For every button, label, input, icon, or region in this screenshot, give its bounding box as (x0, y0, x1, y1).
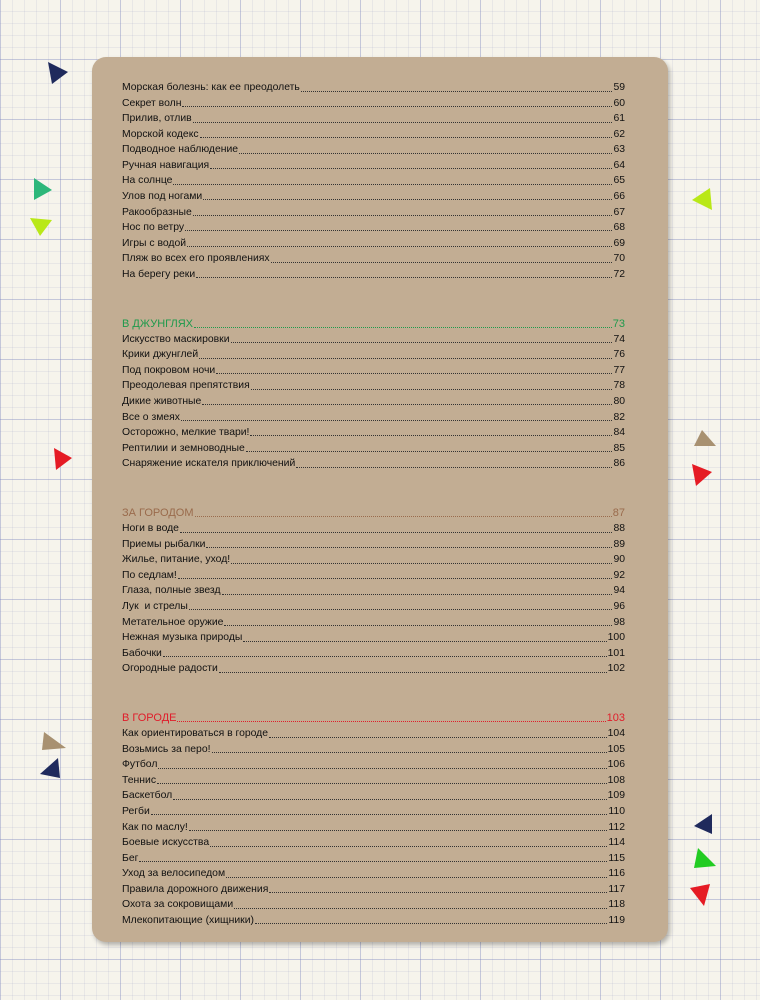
entry-title: На солнце (122, 175, 173, 187)
dot-leader (296, 467, 612, 468)
toc-section-jungle (122, 314, 625, 469)
dot-leader (212, 752, 607, 753)
entry-page: 64 (613, 159, 625, 171)
entry-title: Млекопитающие (хищники) (122, 914, 254, 926)
toc-entry[interactable] (122, 345, 625, 361)
toc-entry[interactable] (122, 597, 625, 613)
entry-title: Регби (122, 806, 150, 818)
dot-leader (226, 877, 607, 878)
dot-leader (173, 184, 612, 185)
entry-title: Теннис (122, 774, 157, 786)
entry-page: 76 (613, 349, 625, 361)
heading-page: 103 (606, 712, 625, 725)
entry-title: Нос по ветру (122, 222, 185, 234)
entry-page: 84 (613, 427, 625, 439)
toc-entry[interactable] (122, 171, 625, 187)
entry-title: Прилив, отлив (122, 113, 192, 125)
toc-entry[interactable] (122, 249, 625, 265)
entry-title: Как ориентироваться в городе (122, 728, 269, 740)
dot-leader (178, 578, 613, 579)
toc-entry[interactable] (122, 187, 625, 203)
entry-page: 117 (608, 883, 625, 895)
dot-leader (199, 358, 612, 359)
toc-entry[interactable] (122, 911, 625, 927)
entry-title: Баскетбол (122, 790, 173, 802)
dot-leader (189, 609, 613, 610)
entry-page: 106 (607, 759, 625, 771)
dot-leader (185, 230, 612, 231)
dot-leader (157, 783, 607, 784)
entry-title: Огородные радости (122, 663, 218, 675)
dot-leader (224, 625, 612, 626)
dot-leader (200, 137, 613, 138)
dot-leader (193, 122, 613, 123)
dot-leader (216, 373, 612, 374)
entry-title: Футбол (122, 759, 158, 771)
dot-leader (189, 830, 608, 831)
lime-triangle-decoration (690, 186, 716, 212)
dot-leader (193, 215, 613, 216)
section-heading-city[interactable] (122, 709, 625, 725)
toc-entry[interactable] (122, 724, 625, 740)
toc-entry[interactable] (122, 833, 625, 849)
navy-triangle-decoration (692, 812, 716, 836)
entry-title: Жилье, питание, уход! (122, 554, 231, 566)
entry-title: Дикие животные (122, 395, 202, 407)
toc-entry[interactable] (122, 78, 625, 94)
entry-page: 74 (613, 333, 625, 345)
entry-title: Подводное наблюдение (122, 144, 239, 156)
entry-title: Пляж во всех его проявлениях (122, 253, 270, 265)
entry-page: 65 (613, 175, 625, 187)
entry-page: 62 (613, 128, 625, 140)
entry-title: Бабочки (122, 647, 162, 659)
entry-title: Нежная музыка природы (122, 632, 243, 644)
entry-page: 77 (613, 364, 625, 376)
entry-page: 100 (607, 632, 625, 644)
entry-page: 108 (607, 774, 625, 786)
entry-title: Бег (122, 852, 139, 864)
entry-title: Правила дорожного движения (122, 883, 269, 895)
entry-page: 72 (613, 268, 625, 280)
entry-page: 60 (613, 97, 625, 109)
entry-page: 92 (613, 569, 625, 581)
table-of-contents (122, 78, 625, 926)
entry-page: 112 (608, 821, 625, 833)
dot-leader (158, 768, 606, 769)
dot-leader (181, 420, 612, 421)
entry-title: Как по маслу! (122, 821, 188, 833)
entry-page: 109 (607, 790, 625, 802)
entry-title: Преодолевая препятствия (122, 380, 250, 392)
heading-title: ЗА ГОРОДОМ (122, 507, 194, 520)
entry-title: Охота за сокровищами (122, 899, 234, 911)
entry-title: Ручная навигация (122, 159, 210, 171)
entry-title: Глаза, полные звезд (122, 585, 221, 597)
entry-title: Ракообразные (122, 206, 192, 218)
tan-triangle-decoration (692, 428, 718, 450)
toc-entry[interactable] (122, 659, 625, 675)
entry-title: Под покровом ночи (122, 364, 216, 376)
toc-entry[interactable] (122, 392, 625, 408)
entry-page: 78 (613, 380, 625, 392)
toc-entry[interactable] (122, 218, 625, 234)
toc-entry[interactable] (122, 156, 625, 172)
entry-page: 67 (613, 206, 625, 218)
entry-page: 69 (613, 237, 625, 249)
dot-leader (239, 153, 612, 154)
dot-leader (231, 563, 612, 564)
toc-entry[interactable] (122, 376, 625, 392)
toc-entry[interactable] (122, 864, 625, 880)
toc-entry[interactable] (122, 330, 625, 346)
toc-entry[interactable] (122, 895, 625, 911)
dot-leader (269, 892, 607, 893)
entry-page: 96 (613, 601, 625, 612)
toc-entry[interactable] (122, 771, 625, 787)
toc-section-city (122, 709, 625, 927)
toc-entry[interactable] (122, 94, 625, 110)
entry-page: 115 (608, 852, 625, 864)
toc-entry[interactable] (122, 140, 625, 156)
dot-leader (151, 814, 608, 815)
dot-leader (246, 451, 613, 452)
dot-leader (210, 168, 612, 169)
toc-entry[interactable] (122, 535, 625, 551)
green-triangle-decoration (692, 846, 718, 870)
dot-leader (202, 404, 612, 405)
entry-title: Возьмись за перо! (122, 743, 211, 755)
entry-title: Секрет волн (122, 97, 182, 109)
lime-triangle-decoration (28, 214, 54, 238)
entry-page: 119 (608, 914, 625, 926)
entry-title: Морской кодекс (122, 128, 199, 140)
toc-entry[interactable] (122, 581, 625, 597)
dot-leader (173, 799, 606, 800)
dot-leader (222, 594, 613, 595)
toc-entry[interactable] (122, 755, 625, 771)
toc-entry[interactable] (122, 786, 625, 802)
entry-title: По седлам! (122, 569, 177, 581)
entry-page: 80 (613, 395, 625, 407)
dot-leader (243, 641, 606, 642)
dot-leader (210, 846, 607, 847)
entry-title: Все о змеях (122, 411, 180, 423)
dot-leader (234, 908, 607, 909)
toc-entry[interactable] (122, 202, 625, 218)
entry-title: Рептилии и земноводные (122, 442, 245, 454)
entry-title: Осторожно, мелкие твари! (122, 427, 250, 439)
entry-page: 66 (613, 190, 625, 202)
heading-page: 73 (612, 317, 625, 330)
entry-title: Приемы рыбалки (122, 538, 206, 550)
entry-page: 70 (613, 253, 625, 265)
heading-title: В ГОРОДЕ (122, 712, 177, 725)
entry-page: 94 (613, 585, 625, 597)
red-triangle-decoration (50, 446, 76, 472)
section-heading-jungle[interactable] (122, 314, 625, 330)
entry-title: Игры с водой (122, 237, 187, 249)
entry-page: 88 (613, 523, 625, 535)
entry-title: Крики джунглей (122, 349, 199, 361)
dot-leader (219, 672, 607, 673)
toc-entry[interactable] (122, 550, 625, 566)
dot-leader (187, 246, 612, 247)
heading-page: 87 (612, 507, 625, 520)
toc-entry[interactable] (122, 233, 625, 249)
entry-page: 89 (613, 538, 625, 550)
teal-triangle-decoration (30, 176, 56, 202)
heading-title: В ДЖУНГЛЯХ (122, 317, 194, 330)
dot-leader (163, 656, 607, 657)
toc-section-countryside (122, 504, 625, 675)
entry-title: Лук и стрелы (122, 601, 188, 612)
entry-title: Боевые искусства (122, 837, 210, 849)
navy-triangle-decoration (44, 60, 70, 86)
entry-page: 114 (608, 837, 625, 849)
entry-page: 116 (608, 868, 625, 880)
toc-entry[interactable] (122, 454, 625, 470)
toc-entry[interactable] (122, 817, 625, 833)
tan-triangle-decoration (40, 730, 68, 752)
toc-entry[interactable] (122, 740, 625, 756)
entry-page: 85 (613, 442, 625, 454)
entry-page: 82 (613, 411, 625, 423)
toc-entry[interactable] (122, 849, 625, 865)
toc-entry[interactable] (122, 109, 625, 125)
dot-leader (194, 327, 612, 328)
toc-entry[interactable] (122, 423, 625, 439)
toc-entry[interactable] (122, 802, 625, 818)
entry-title: Ноги в воде (122, 523, 179, 535)
entry-title: На берегу реки (122, 268, 196, 280)
entry-page: 98 (613, 616, 625, 628)
toc-entry[interactable] (122, 628, 625, 644)
red-triangle-decoration (688, 882, 712, 908)
entry-page: 68 (613, 222, 625, 234)
dot-leader (271, 262, 613, 263)
dot-leader (301, 91, 613, 92)
entry-page: 110 (608, 806, 625, 818)
dot-leader (195, 516, 612, 517)
dot-leader (250, 435, 612, 436)
entry-page: 59 (613, 82, 625, 94)
entry-page: 101 (607, 647, 625, 659)
toc-entry[interactable] (122, 407, 625, 423)
toc-section-sea (122, 78, 625, 280)
toc-entry[interactable] (122, 644, 625, 660)
toc-entry[interactable] (122, 566, 625, 582)
toc-entry[interactable] (122, 880, 625, 896)
toc-entry[interactable] (122, 125, 625, 141)
entry-page: 86 (613, 458, 625, 470)
entry-page: 118 (608, 899, 625, 911)
entry-title: Улов под ногами (122, 190, 203, 202)
dot-leader (206, 547, 612, 548)
entry-title: Уход за велосипедом (122, 868, 226, 880)
toc-entry[interactable] (122, 438, 625, 454)
toc-entry[interactable] (122, 612, 625, 628)
toc-entry[interactable] (122, 265, 625, 281)
dot-leader (203, 199, 612, 200)
dot-leader (231, 342, 613, 343)
section-heading-countryside[interactable] (122, 504, 625, 520)
dot-leader (180, 532, 612, 533)
toc-entry[interactable] (122, 361, 625, 377)
entry-title: Искусство маскировки (122, 333, 230, 345)
dot-leader (251, 389, 613, 390)
entry-title: Метательное оружие (122, 616, 224, 628)
navy-triangle-decoration (38, 756, 62, 782)
dot-leader (255, 923, 607, 924)
red-triangle-decoration (690, 462, 716, 488)
entry-title: Морская болезнь: как ее преодолеть (122, 82, 300, 94)
dot-leader (196, 277, 612, 278)
entry-page: 105 (607, 743, 625, 755)
dot-leader (139, 861, 607, 862)
entry-page: 102 (607, 663, 625, 675)
entry-page: 61 (613, 113, 625, 125)
toc-entry[interactable] (122, 519, 625, 535)
dot-leader (182, 106, 612, 107)
entry-page: 90 (613, 554, 625, 566)
entry-title: Снаряжение искателя приключений (122, 458, 296, 470)
dot-leader (177, 721, 605, 722)
entry-page: 104 (607, 728, 625, 740)
dot-leader (269, 737, 607, 738)
entry-page: 63 (613, 144, 625, 156)
